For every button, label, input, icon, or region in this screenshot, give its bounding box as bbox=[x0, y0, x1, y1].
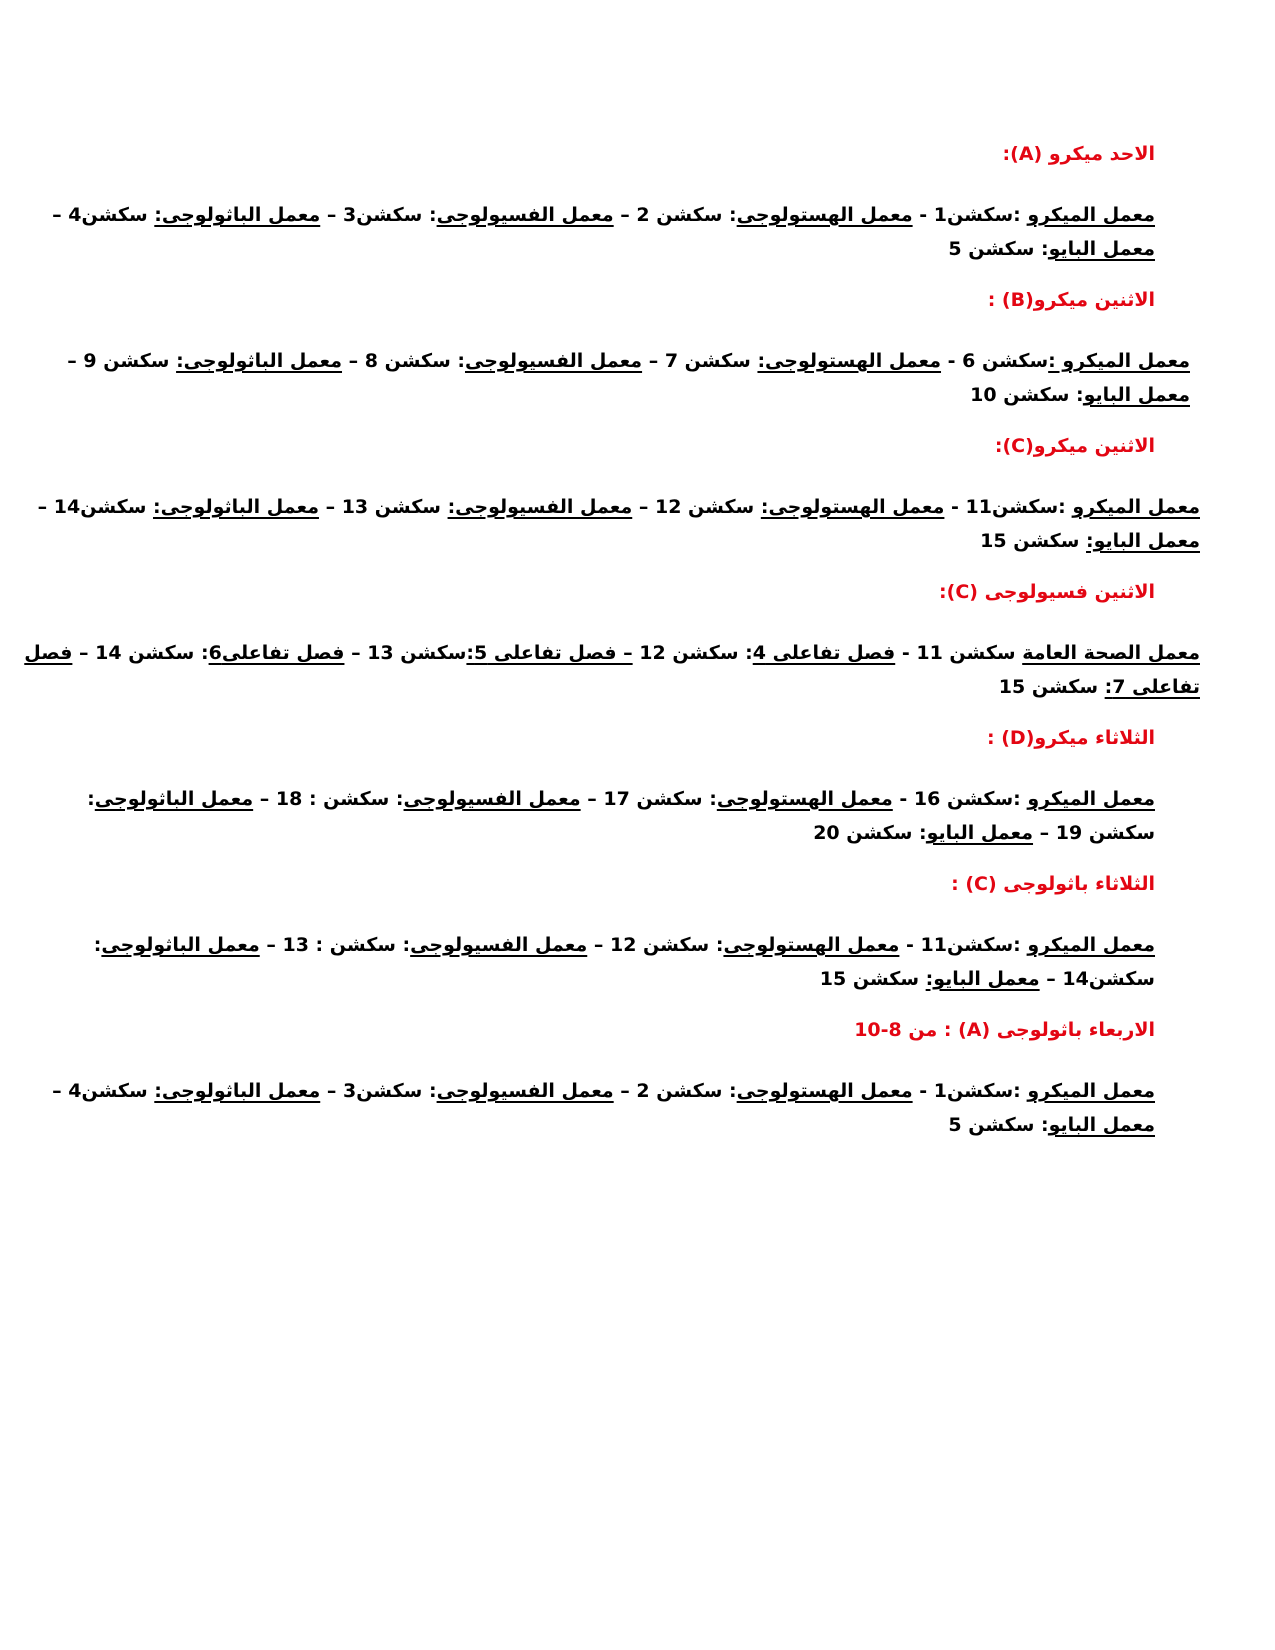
lab-name: معمل الفسيولوجى bbox=[436, 1080, 614, 1102]
section-text: :سكشن1 - bbox=[912, 1080, 1028, 1102]
section-text: :سكشن 16 - bbox=[892, 788, 1028, 810]
day-heading: الاثنين ميكرو(B) : bbox=[987, 289, 1155, 311]
lab-rotation-line bbox=[15, 490, 1200, 558]
lab-name: معمل البايو bbox=[1048, 238, 1155, 260]
section-text: سكشن 7 – bbox=[642, 350, 758, 372]
section-text: سكشن4 – bbox=[52, 204, 155, 226]
lab-name: معمل البايو bbox=[1083, 384, 1190, 406]
section-text: سكشن14 – bbox=[37, 496, 154, 518]
section-text: سكشن4 – bbox=[52, 1080, 155, 1102]
lab-name: معمل الهستولوجى bbox=[723, 934, 900, 956]
section-text: :سكشن11 - bbox=[944, 496, 1073, 518]
lab-name: معمل الهستولوجى bbox=[736, 1080, 913, 1102]
day-heading: الاربعاء باثولوجى (A) : من 8-10 bbox=[854, 1019, 1155, 1041]
day-heading: الاحد ميكرو (A): bbox=[1002, 143, 1155, 165]
section-text: سكشن 13 – bbox=[344, 642, 467, 664]
day-heading: الثلاثاء ميكرو(D) : bbox=[987, 727, 1155, 749]
lab-name: معمل البايو: bbox=[925, 968, 1040, 990]
lab-name: فصل تفاعلى 7: bbox=[24, 642, 1200, 698]
lab-name: معمل الفسيولوجى bbox=[436, 204, 614, 226]
lab-name: معمل الصحة العامة bbox=[1022, 642, 1200, 664]
lab-name: معمل البايو: bbox=[1086, 530, 1200, 552]
section-text: : سكشن3 – bbox=[320, 204, 437, 226]
lab-name: – فصل تفاعلى 5: bbox=[466, 642, 633, 664]
lab-rotation-line bbox=[15, 928, 1155, 996]
day-heading: الثلاثاء باثولوجى (C) : bbox=[951, 873, 1155, 895]
day-heading: الاثنين فسيولوجى (C): bbox=[939, 581, 1155, 603]
section-text: : سكشن 2 – bbox=[613, 204, 737, 226]
section-text: سكشن 15 bbox=[980, 530, 1087, 552]
lab-name: معمل الباثولوجى: bbox=[154, 1080, 321, 1102]
lab-name: معمل الهستولوجى: bbox=[760, 496, 945, 518]
lab-name: معمل الميكرو bbox=[1027, 1080, 1155, 1102]
lab-name: معمل الفسيولوجى bbox=[410, 934, 588, 956]
section-text: : سكشن 12 – bbox=[587, 934, 724, 956]
section-text: سكشن 11 - bbox=[895, 642, 1023, 664]
lab-rotation-line bbox=[15, 198, 1155, 266]
lab-name: معمل الباثولوجى bbox=[101, 934, 260, 956]
section-text: : سكشن 8 – bbox=[342, 350, 465, 372]
lab-name: فصل تفاعلى 4 bbox=[752, 642, 896, 664]
section-text: سكشن 12 – bbox=[632, 496, 761, 518]
section-text: : سكشن14 – bbox=[93, 934, 1155, 990]
section-text: سكشن 15 bbox=[998, 676, 1105, 698]
section-text: : سكشن : 18 – bbox=[253, 788, 404, 810]
section-text: :سكشن1 - bbox=[912, 204, 1028, 226]
lab-name: معمل الميكرو bbox=[1027, 788, 1155, 810]
lab-rotation-line bbox=[15, 344, 1190, 412]
section-text: : سكشن 10 bbox=[970, 384, 1084, 406]
section-text: سكشن 13 – bbox=[318, 496, 448, 518]
section-text: :سكشن11 - bbox=[899, 934, 1028, 956]
lab-name: معمل الفسيولوجى bbox=[464, 350, 643, 372]
lab-name: معمل الهستولوجى bbox=[716, 788, 893, 810]
section-text: : سكشن 12 bbox=[632, 642, 753, 664]
lab-name: معمل الهستولوجى bbox=[736, 204, 913, 226]
lab-name: معمل الباثولوجى bbox=[94, 788, 254, 810]
lab-name: معمل الميكرو bbox=[1027, 934, 1155, 956]
section-text: : سكشن 5 bbox=[948, 1114, 1049, 1136]
lab-rotation-line bbox=[15, 1074, 1155, 1142]
day-heading: الاثنين ميكرو(C): bbox=[994, 435, 1155, 457]
section-text: : سكشن 19 – bbox=[87, 788, 1155, 844]
section-text: : سكشن3 – bbox=[320, 1080, 437, 1102]
lab-rotation-line bbox=[15, 782, 1155, 850]
lab-name: معمل الباثولوجى: bbox=[153, 496, 319, 518]
lab-rotation-line bbox=[15, 636, 1200, 704]
lab-name: معمل الميكرو : bbox=[1048, 350, 1190, 372]
section-text: سكشن 9 – bbox=[67, 350, 177, 372]
lab-name: معمل الميكرو bbox=[1072, 496, 1200, 518]
section-text: : سكشن 17 – bbox=[580, 788, 717, 810]
lab-name: معمل الميكرو bbox=[1027, 204, 1155, 226]
section-text: سكشن 15 bbox=[819, 968, 926, 990]
section-text: : سكشن 5 bbox=[948, 238, 1049, 260]
lab-name: معمل البايو bbox=[926, 822, 1034, 844]
lab-name: معمل الباثولوجى: bbox=[154, 204, 321, 226]
lab-name: معمل الباثولوجى: bbox=[176, 350, 343, 372]
lab-name: فصل تفاعلى6 bbox=[208, 642, 345, 664]
section-text: : سكشن 2 – bbox=[613, 1080, 737, 1102]
section-text: : سكشن : 13 – bbox=[259, 934, 411, 956]
lab-name: معمل الفسيولوجى bbox=[403, 788, 581, 810]
section-text: : سكشن 14 – bbox=[72, 642, 209, 664]
section-text: سكشن 6 - bbox=[941, 350, 1049, 372]
schedule-document bbox=[15, 140, 1200, 1162]
lab-name: معمل الهستولوجى: bbox=[757, 350, 942, 372]
lab-name: معمل الفسيولوجى: bbox=[447, 496, 633, 518]
lab-name: معمل البايو bbox=[1048, 1114, 1155, 1136]
section-text: : سكشن 20 bbox=[813, 822, 927, 844]
